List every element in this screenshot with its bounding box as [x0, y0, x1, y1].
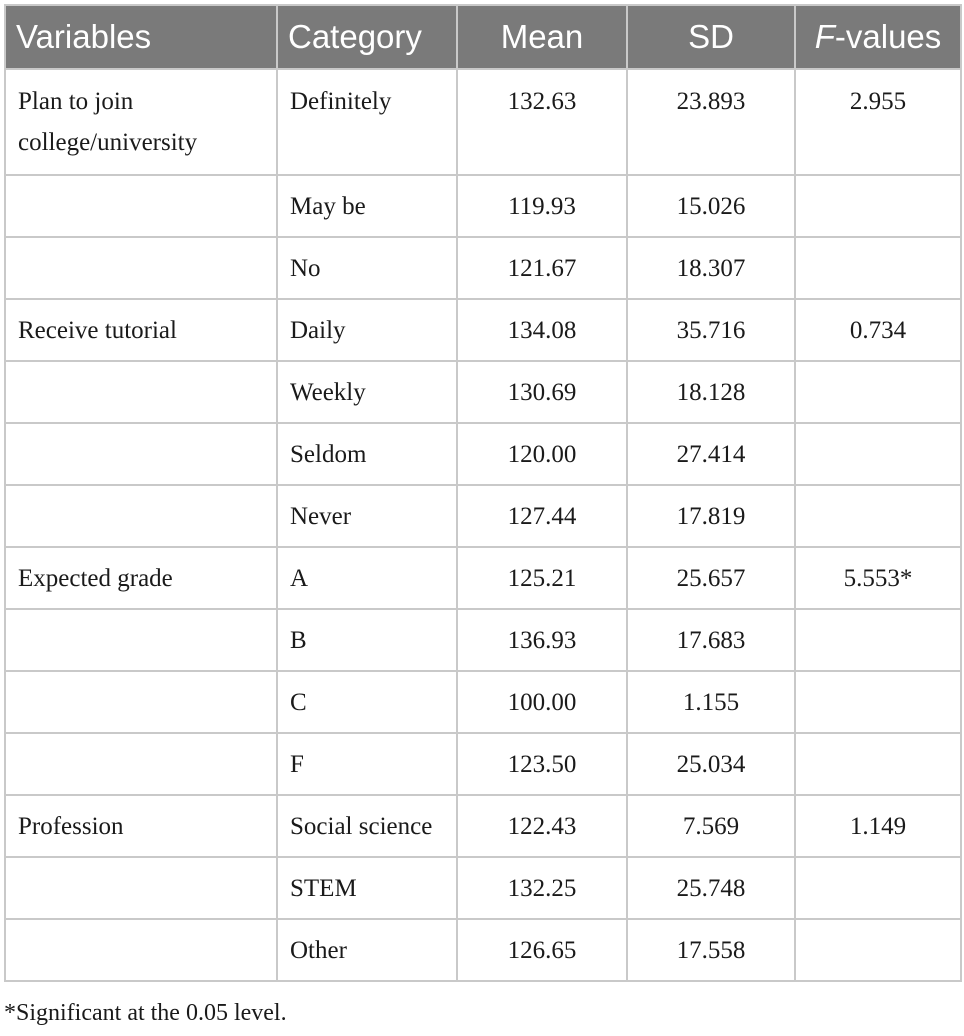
- cell-f-value: [795, 485, 961, 547]
- cell-mean: 130.69: [457, 361, 627, 423]
- table-row: [5, 547, 961, 609]
- cell-variable: [5, 919, 277, 981]
- cell-category: Other: [277, 919, 457, 981]
- cell-category: Daily: [277, 299, 457, 361]
- table-row: [5, 919, 961, 981]
- cell-mean: 132.25: [457, 857, 627, 919]
- cell-variable: Receive tutorial: [5, 299, 277, 361]
- cell-sd: 15.026: [627, 175, 795, 237]
- cell-mean: 126.65: [457, 919, 627, 981]
- table-row: [5, 423, 961, 485]
- header-sd: SD: [627, 5, 795, 69]
- header-f-letter: F: [814, 18, 835, 55]
- header-category: Category: [277, 5, 457, 69]
- table-footnote: *Significant at the 0.05 level.: [4, 1000, 287, 1026]
- cell-mean: 100.00: [457, 671, 627, 733]
- cell-variable: Expected grade: [5, 547, 277, 609]
- cell-category: Weekly: [277, 361, 457, 423]
- header-f-suffix: -values: [834, 18, 942, 55]
- cell-sd: 17.558: [627, 919, 795, 981]
- cell-f-value: [795, 733, 961, 795]
- header-f-values: [795, 5, 961, 69]
- cell-f-value: 2.955: [795, 69, 961, 175]
- cell-variable: [5, 733, 277, 795]
- cell-f-value: [795, 237, 961, 299]
- table-row: [5, 361, 961, 423]
- cell-sd: 35.716: [627, 299, 795, 361]
- cell-f-value: [795, 175, 961, 237]
- cell-mean: 125.21: [457, 547, 627, 609]
- cell-category: Definitely: [277, 69, 457, 175]
- cell-sd: 18.307: [627, 237, 795, 299]
- table-row: [5, 609, 961, 671]
- cell-category: Never: [277, 485, 457, 547]
- table-body: [5, 69, 961, 981]
- cell-category: Social science: [277, 795, 457, 857]
- cell-f-value: 5.553*: [795, 547, 961, 609]
- table-row: [5, 237, 961, 299]
- cell-variable: [5, 857, 277, 919]
- cell-variable: [5, 361, 277, 423]
- cell-variable: [5, 237, 277, 299]
- cell-category: Seldom: [277, 423, 457, 485]
- table-row: [5, 733, 961, 795]
- cell-sd: 23.893: [627, 69, 795, 175]
- cell-sd: 25.657: [627, 547, 795, 609]
- header-row: [5, 5, 961, 69]
- cell-f-value: 1.149: [795, 795, 961, 857]
- cell-f-value: [795, 361, 961, 423]
- cell-category: A: [277, 547, 457, 609]
- cell-f-value: [795, 671, 961, 733]
- cell-sd: 18.128: [627, 361, 795, 423]
- cell-sd: 17.683: [627, 609, 795, 671]
- cell-f-value: [795, 857, 961, 919]
- cell-f-value: [795, 423, 961, 485]
- cell-variable: Profession: [5, 795, 277, 857]
- cell-category: C: [277, 671, 457, 733]
- cell-variable: Plan to join college/university: [5, 69, 277, 175]
- cell-category: STEM: [277, 857, 457, 919]
- cell-sd: 27.414: [627, 423, 795, 485]
- header-variables: Variables: [5, 5, 277, 69]
- table-row: [5, 69, 961, 175]
- cell-f-value: [795, 609, 961, 671]
- cell-variable: [5, 671, 277, 733]
- cell-variable: [5, 609, 277, 671]
- cell-variable: [5, 175, 277, 237]
- cell-mean: 136.93: [457, 609, 627, 671]
- table-row: [5, 175, 961, 237]
- table-row: [5, 299, 961, 361]
- cell-sd: 7.569: [627, 795, 795, 857]
- cell-category: B: [277, 609, 457, 671]
- cell-f-value: [795, 919, 961, 981]
- cell-mean: 121.67: [457, 237, 627, 299]
- cell-category: F: [277, 733, 457, 795]
- cell-sd: 25.034: [627, 733, 795, 795]
- table-row: [5, 671, 961, 733]
- cell-mean: 119.93: [457, 175, 627, 237]
- cell-mean: 123.50: [457, 733, 627, 795]
- cell-sd: 25.748: [627, 857, 795, 919]
- cell-mean: 122.43: [457, 795, 627, 857]
- cell-mean: 120.00: [457, 423, 627, 485]
- cell-mean: 127.44: [457, 485, 627, 547]
- header-mean: Mean: [457, 5, 627, 69]
- table-header: [5, 5, 961, 69]
- cell-sd: 17.819: [627, 485, 795, 547]
- cell-sd: 1.155: [627, 671, 795, 733]
- cell-category: No: [277, 237, 457, 299]
- table-row: [5, 485, 961, 547]
- results-table: [4, 4, 962, 982]
- table-row: [5, 795, 961, 857]
- table-row: [5, 857, 961, 919]
- cell-mean: 132.63: [457, 69, 627, 175]
- cell-mean: 134.08: [457, 299, 627, 361]
- cell-f-value: 0.734: [795, 299, 961, 361]
- cell-variable: [5, 485, 277, 547]
- cell-category: May be: [277, 175, 457, 237]
- cell-variable: [5, 423, 277, 485]
